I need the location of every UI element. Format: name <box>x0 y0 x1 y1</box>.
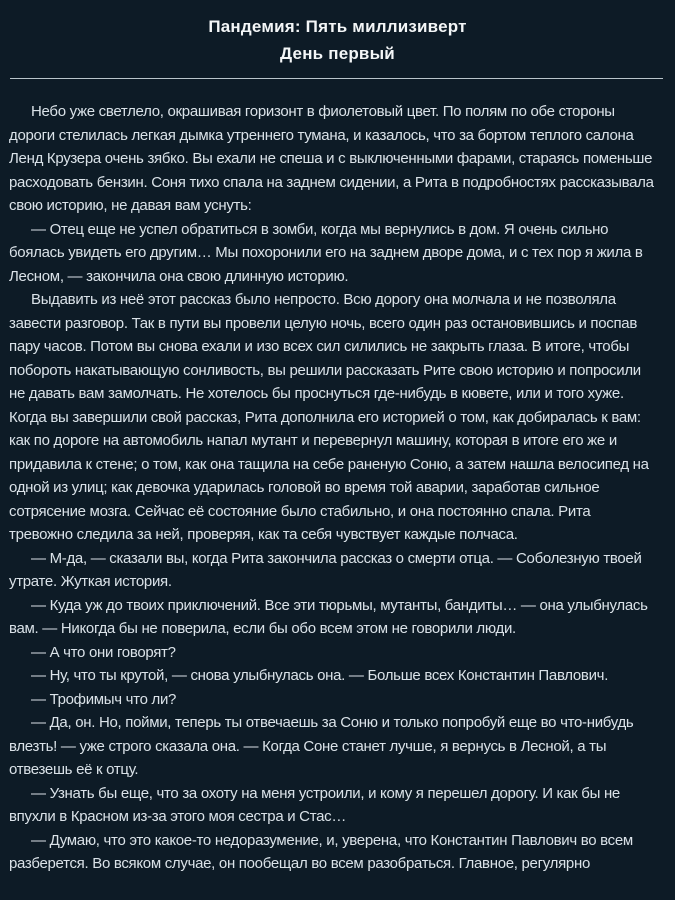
story-paragraph: — А что они говорят? <box>31 643 176 661</box>
story-paragraph: Выдавить из неё этот рассказ было непросто. Всю дорогу она молчала и не позволяла завести разговор. Так в пути вы провели целую ночь, всего один раз остановившись и поспав пару часов. Потом вы снова ехали и изо всех сил силились не закрыть глаза. В итоге, чтобы побороть накатывающую сонливость, вы решили рассказать Рите свою историю и попросили не давать вам замолчать. Не хотелось бы проснуться где-нибудь в кювете, или и того хуже. Когда вы завершили свой рассказ, Рита дополнила его историей о том, как добиралась к вам: как по дороге на автомобиль напал мутант и перевернул машину, которая в итоге его же и придавила к стене; о том, как она тащила на себе раненую Соню, а затем нашла велосипед на одной из улиц; как девочка ударилась головой во время той аварии, заработав сильное сотрясение мозга. Сейчас её состояние было стабильно, и она постоянно спала. Рита тревожно следила за ней, проверяя, как та себя чувствует каждые полчаса. <box>9 291 649 543</box>
story-paragraph: — Отец еще не успел обратиться в зомби, когда мы вернулись в дом. Я очень сильно боялась увидеть его другим… Мы похоронили его на заднем дворе дома, и с тех пор я жила в Лесном, — закончила она свою длинную историю. <box>9 220 643 285</box>
page-header <box>0 0 675 67</box>
story-text[interactable] <box>0 79 675 876</box>
story-paragraph: — Трофимыч что ли? <box>31 690 177 708</box>
story-paragraph: — Да, он. Но, пойми, теперь ты отвечаешь за Соню и только попробуй еще во что-нибудь влезть! — уже строго сказала она. — Когда Соне станет лучше, я вернусь в Лесной, а ты отвезешь её к отцу. <box>9 714 634 778</box>
page-subtitle: День первый <box>280 44 395 63</box>
story-paragraph: — Узнать бы еще, что за охоту на меня устроили, и кому я перешел дорогу. И как бы не впухли в Красном из-за этого моя сестра и Стас… <box>9 784 620 825</box>
story-paragraph: Небо уже светлело, окрашивая горизонт в фиолетовый цвет. По полям по обе стороны дороги стелилась легкая дымка утреннего тумана, и казалось, что за бортом теплого салона Ленд Крузера очень зябко. Вы ехали не спеша и с выключенными фарами, стараясь поменьше расходовать бензин. Соня тихо спала на заднем сидении, а Рита в подробностях рассказывала свою историю, не давая вам уснуть: <box>9 103 654 214</box>
page-title: Пандемия: Пять миллизиверт <box>208 17 467 36</box>
story-paragraph: — Куда уж до твоих приключений. Все эти тюрьмы, мутанты, бандиты… — она улыбнулась вам. — Никогда бы не поверила, если бы обо всем этом не говорили люди. <box>9 596 648 637</box>
story-paragraph: — М-да, — сказали вы, когда Рита закончила рассказ о смерти отца. — Соболезную твоей утрате. Жуткая история. <box>9 549 642 590</box>
story-paragraph: — Ну, что ты крутой, — снова улыбнулась она. — Больше всех Константин Павлович. <box>31 667 609 684</box>
story-paragraph: — Думаю, что это какое-то недоразумение, и, уверена, что Константин Павлович во всем разберется. Во всяком случае, он пообещал во всем разобраться. Главное, регулярно <box>9 831 633 872</box>
header-divider <box>10 78 663 79</box>
